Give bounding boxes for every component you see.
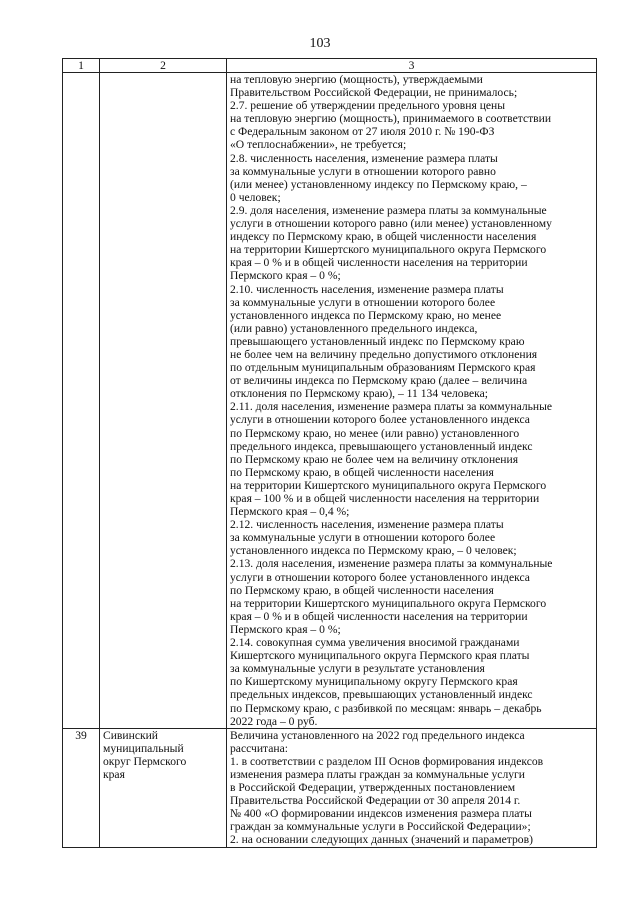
description-line: 2.11. доля населения, изменение размера платы за коммунальные <box>230 400 553 414</box>
description-line: за коммунальные услуги в результате установления <box>230 662 485 676</box>
description-line: с Федеральным законом от 27 июля 2010 г. № 190-ФЗ <box>230 125 495 139</box>
description-line: № 400 «О формировании индексов изменения размера платы <box>230 807 532 821</box>
description-line: края – 0 % и в общей численности населения на территории <box>230 256 528 270</box>
description-line: Кишертского муниципального округа Пермского края платы <box>230 649 530 663</box>
description-line: установленного индекса по Пермскому краю, но менее <box>230 308 502 322</box>
description-line: установленного индекса по Пермскому краю, – 0 человек; <box>230 544 517 558</box>
description-line: 2022 года – 0 руб. <box>230 714 318 728</box>
description-line: по Пермскому краю, в общей численности населения <box>230 465 494 479</box>
description-line: по Пермскому краю, в общей численности населения <box>230 583 494 597</box>
description-line: Пермского края – 0 %; <box>230 622 341 636</box>
description-line: индексу по Пермскому краю, в общей численности населения <box>230 230 537 244</box>
description-line: за коммунальные услуги в отношении которого более <box>230 295 496 309</box>
description-line: по Кишертскому муниципальному округу Пермского края <box>230 675 518 689</box>
description-line: «О теплоснабжении», не требуется; <box>230 138 407 152</box>
description-line: изменения размера платы граждан за коммунальные услуги <box>230 767 525 781</box>
description-line: превышающего установленный индекс по Пермскому краю <box>230 334 525 348</box>
description-line: на тепловую энергию (мощность), принимаемого в соответствии <box>230 112 552 126</box>
header-col-3: 3 <box>227 59 597 73</box>
description-line: Пермского края – 0 %; <box>230 269 341 283</box>
description-line: 2.14. совокупная сумма увеличения вносимой гражданами <box>230 636 520 650</box>
header-col-1: 1 <box>63 59 100 73</box>
description-line: услуги в отношении которого более установленного индекса <box>230 413 530 427</box>
row-number-cell: 39 <box>63 728 100 847</box>
description-line: за коммунальные услуги в отношении которого равно <box>230 164 496 178</box>
description-line: 2.8. численность населения, изменение размера платы <box>230 151 498 165</box>
description-line: по Пермскому краю, с разбивкой по месяцам: январь – декабрь <box>230 701 542 715</box>
description-line: по Пермскому краю, но менее (или равно) установленного <box>230 426 520 440</box>
municipality-line: Сивинский <box>103 728 159 742</box>
municipality-line: муниципальный <box>103 741 184 755</box>
description-line: в Российской Федерации, утвержденных постановлением <box>230 781 516 795</box>
description-line: края – 0 % и в общей численности населения на территории <box>230 609 528 623</box>
description-line: по отдельным муниципальным образованиям Пермского края <box>230 361 536 375</box>
description-line: Пермского края – 0,4 %; <box>230 505 350 519</box>
index-table <box>62 58 597 848</box>
description-line: за коммунальные услуги в отношении которого более <box>230 531 496 545</box>
municipality-cell <box>100 728 227 847</box>
description-line: предельных индексов, превышающих установленный индекс <box>230 688 533 702</box>
description-line: на территории Кишертского муниципального округа Пермского <box>230 243 547 257</box>
page-number: 103 <box>309 36 331 51</box>
description-line: 2.7. решение об утверждении предельного уровня цены <box>230 99 506 113</box>
municipality-line: округ Пермского <box>103 754 187 768</box>
table-row <box>63 73 597 729</box>
description-line: услуги в отношении которого равно (или менее) установленному <box>230 217 552 231</box>
description-line: от величины индекса по Пермскому краю (далее – величина <box>230 374 528 388</box>
description-line: услуги в отношении которого более установленного индекса <box>230 570 530 584</box>
description-line: граждан за коммунальные услуги в Российской Федерации»; <box>230 820 531 834</box>
table-header-row <box>63 59 597 73</box>
description-line: Правительством Российской Федерации, не принималось; <box>230 86 518 100</box>
description-cell <box>227 73 597 729</box>
description-line: Правительства Российской Федерации от 30 апреля 2014 г. <box>230 794 521 808</box>
description-line: отклонения по Пермскому краю), – 11 134 человека; <box>230 387 488 401</box>
description-line: 2.12. численность населения, изменение размера платы <box>230 518 504 532</box>
municipality-line: края <box>103 767 125 781</box>
description-line: не более чем на величину предельно допустимого отклонения <box>230 347 538 361</box>
description-line: по Пермскому краю не более чем на величину отклонения <box>230 452 519 466</box>
description-line: на территории Кишертского муниципального округа Пермского <box>230 478 547 492</box>
description-line: (или менее) установленному индексу по Пермскому краю, – <box>230 177 527 191</box>
description-line: 2.10. численность населения, изменение размера платы <box>230 282 504 296</box>
table-row <box>63 728 597 847</box>
description-line: Величина установленного на 2022 год предельного индекса <box>230 728 525 742</box>
description-line: 2.13. доля населения, изменение размера платы за коммунальные <box>230 557 553 571</box>
description-line: рассчитана: <box>230 741 288 755</box>
description-line: (или равно) установленного предельного индекса, <box>230 321 478 335</box>
row-number-cell <box>63 73 100 729</box>
header-col-2: 2 <box>100 59 227 73</box>
description-line: 2.9. доля населения, изменение размера платы за коммунальные <box>230 203 547 217</box>
description-line: 0 человек; <box>230 190 281 204</box>
description-line: на территории Кишертского муниципального округа Пермского <box>230 596 547 610</box>
description-line: 2. на основании следующих данных (значений и параметров) <box>230 833 533 847</box>
description-line: края – 100 % и в общей численности населения на территории <box>230 492 540 505</box>
municipality-cell <box>100 73 227 729</box>
description-line: 1. в соответствии с разделом III Основ формирования индексов <box>230 754 544 768</box>
description-cell <box>227 728 597 847</box>
description-line: на тепловую энергию (мощность), утверждаемыми <box>230 73 483 86</box>
description-line: предельного индекса, превышающего установленный индекс <box>230 439 533 453</box>
